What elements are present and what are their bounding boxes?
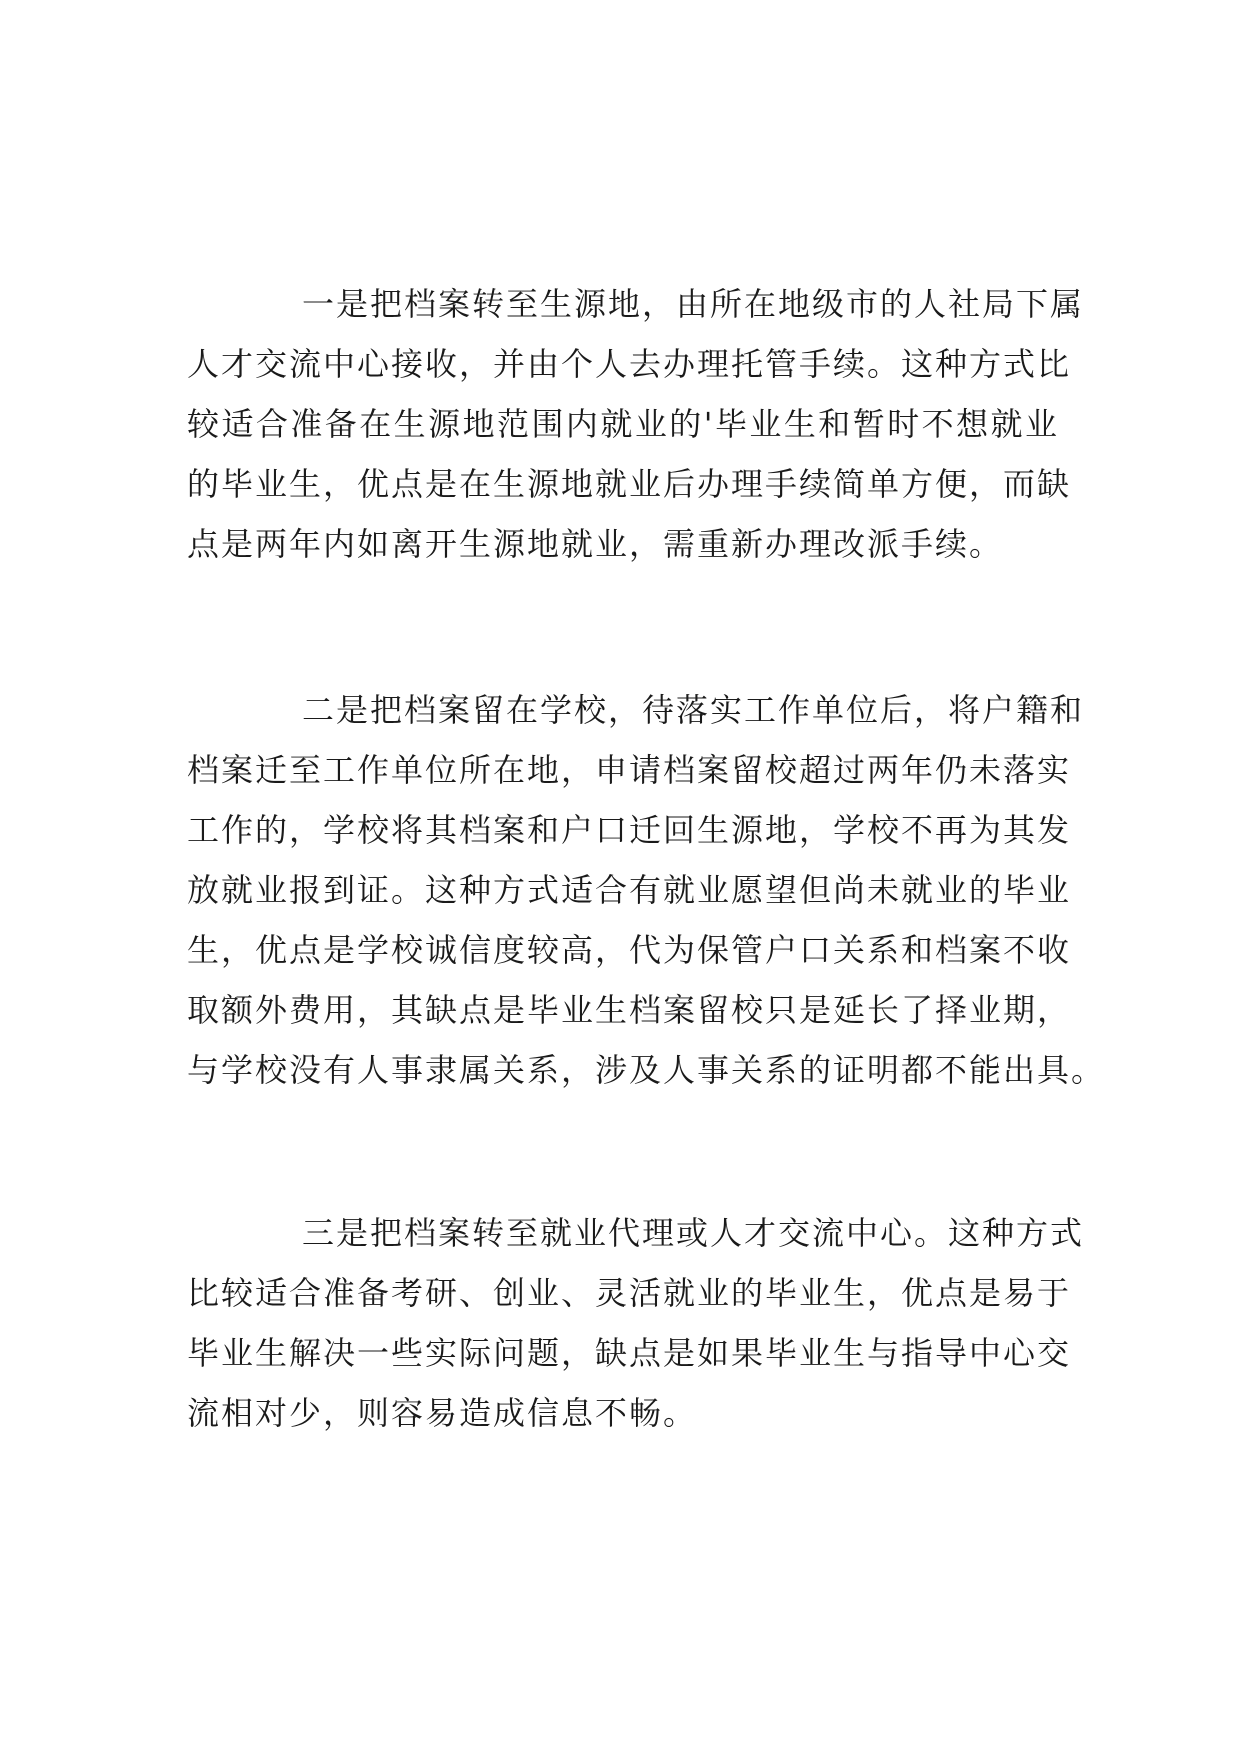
- paragraph-line: 放就业报到证。这种方式适合有就业愿望但尚未就业的毕业: [187, 871, 1072, 909]
- paragraph-line: 比较适合准备考研、创业、灵活就业的毕业生，优点是易于: [187, 1274, 1072, 1312]
- paragraph-line: 毕业生解决一些实际问题，缺点是如果毕业生与指导中心交: [187, 1334, 1072, 1372]
- paragraph-archive-to-agency: [187, 1203, 1085, 1443]
- paragraph-line: 工作的，学校将其档案和户口迁回生源地，学校不再为其发: [187, 811, 1072, 849]
- paragraph-line: 人才交流中心接收，并由个人去办理托管手续。这种方式比: [187, 345, 1072, 383]
- paragraph-line: 档案迁至工作单位所在地，申请档案留校超过两年仍未落实: [187, 751, 1072, 789]
- paragraph-archive-at-school: [187, 680, 1106, 1100]
- paragraph-line: 点是两年内如离开生源地就业，需重新办理改派手续。: [187, 525, 1004, 563]
- paragraph-line: 生，优点是学校诚信度较高，代为保管户口关系和档案不收: [187, 931, 1072, 969]
- paragraph-line: 流相对少，则容易造成信息不畅。: [187, 1394, 698, 1432]
- paragraph-line: 三是把档案转至就业代理或人才交流中心。这种方式: [302, 1214, 1085, 1252]
- paragraph-line: 与学校没有人事隶属关系，涉及人事关系的证明都不能出具。: [187, 1051, 1106, 1089]
- paragraph-line: 一是把档案转至生源地，由所在地级市的人社局下属: [302, 285, 1085, 323]
- paragraph-line: 较适合准备在生源地范围内就业的'毕业生和暂时不想就业: [187, 405, 1059, 443]
- paragraph-archive-to-origin: [187, 274, 1085, 574]
- paragraph-line: 的毕业生，优点是在生源地就业后办理手续简单方便，而缺: [187, 465, 1072, 503]
- paragraph-line: 二是把档案留在学校，待落实工作单位后，将户籍和: [302, 691, 1085, 729]
- paragraph-line: 取额外费用，其缺点是毕业生档案留校只是延长了择业期，: [187, 991, 1072, 1029]
